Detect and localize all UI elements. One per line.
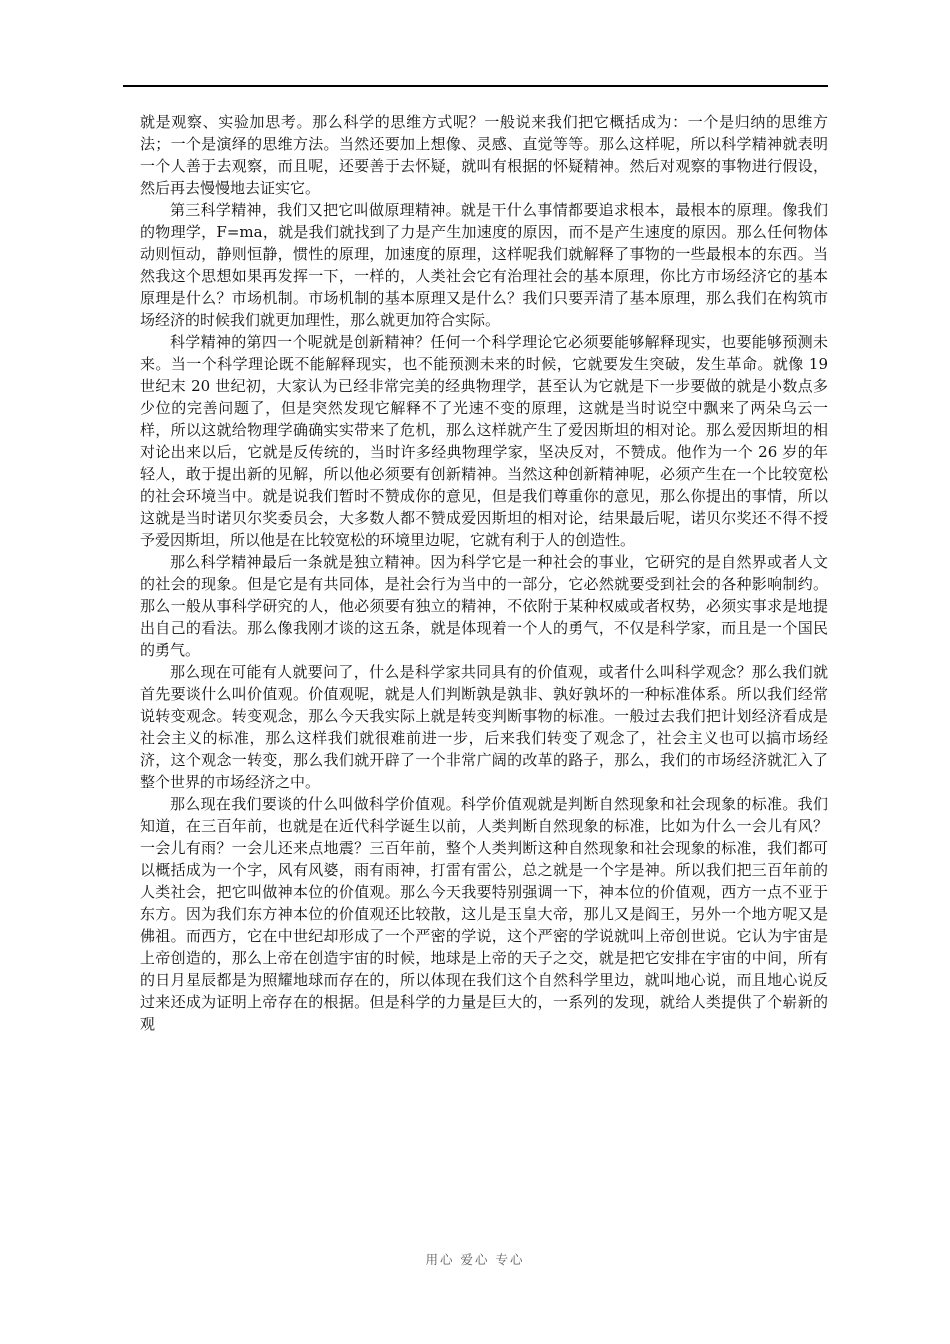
- footer-motto: 用心 爱心 专心: [425, 1252, 525, 1267]
- document-body: [140, 111, 828, 1035]
- header-rule: [123, 85, 828, 87]
- paragraph-6: 那么现在我们要谈的什么叫做科学价值观。科学价值观就是判断自然现象和社会现象的标准。我们知道，在三百年前，也就是在近代科学诞生以前，人类判断自然现象的标准，比如为什么一会儿有风？一会儿有雨？一会儿还来点地震？三百年前，整个人类判断这种自然现象和社会现象的标准，我们都可以概括成为一个字，风有风婆，雨有雨神，打雷有雷公，总之就是一个字是神。所以我们把三百年前的人类社会，把它叫做神本位的价值观。那么今天我要特别强调一下，神本位的价值观，西方一点不亚于东方。因为我们东方神本位的价值观还比较散，这儿是玉皇大帝，那儿又是阎王，另外一个地方呢又是佛祖。而西方，它在中世纪却形成了一个严密的学说，这个严密的学说就叫上帝创世说。它认为宇宙是上帝创造的，那么上帝在创造宇宙的时候，地球是上帝的天子之交，就是把它安排在宇宙的中间，所有的日月星辰都是为照耀地球而存在的，所以体现在我们这个自然科学里边，就叫地心说，而且地心说反过来还成为证明上帝存在的根据。但是科学的力量是巨大的，一系列的发现，就给人类提供了个崭新的观: [140, 795, 828, 1033]
- paragraph-1: 就是观察、实验加思考。那么科学的思维方式呢？一般说来我们把它概括成为：一个是归纳的思维方法；一个是演绎的思维方法。当然还要加上想像、灵感、直觉等等。那么这样呢，所以科学精神就表明一个人善于去观察，而且呢，还要善于去怀疑，就叫有根据的怀疑精神。然后对观察的事物进行假设，然后再去慢慢地去证实它。: [140, 113, 828, 197]
- paragraph-2: 第三科学精神，我们又把它叫做原理精神。就是干什么事情都要追求根本，最根本的原理。像我们的物理学，F=ma，就是我们就找到了力是产生加速度的原因，而不是产生速度的原因。那么任何物体动则恒动，静则恒静，惯性的原理，加速度的原理，这样呢我们就解释了事物的一些最根本的东西。当然我这个思想如果再发挥一下，一样的，人类社会它有治理社会的基本原理，你比方市场经济它的基本原理是什么？市场机制。市场机制的基本原理又是什么？我们只要弄清了基本原理，那么我们在构筑市场经济的时候我们就更加理性，那么就更加符合实际。: [140, 201, 828, 329]
- paragraph-3: 科学精神的第四一个呢就是创新精神？任何一个科学理论它必须要能够解释现实，也要能够预测未来。当一个科学理论既不能解释现实，也不能预测未来的时候，它就要发生突破，发生革命。就像 19 世纪末 20 世纪初，大家认为已经非常完美的经典物理学，甚至认为它就是下一步要做的就是小数点多少位的完善问题了，但是突然发现它解释不了光速不变的原理，这就是当时说空中飘来了两朵乌云一样，所以这就给物理学确确实实带来了危机，那么这样就产生了爱因斯坦的相对论。那么爱因斯坦的相对论出来以后，它就是反传统的，当时许多经典物理学家，坚决反对，不赞成。他作为一个 26 岁的年轻人，敢于提出新的见解，所以他必须要有创新精神。当然这种创新精神呢，必须产生在一个比较宽松的社会环境当中。就是说我们暂时不赞成你的意见，但是我们尊重你的意见，那么你提出的事情，所以这就是当时诺贝尔奖委员会，大多数人都不赞成爱因斯坦的相对论，结果最后呢，诺贝尔奖还不得不授予爱因斯坦，所以他是在比较宽松的环境里边呢，它就有利于人的创造性。: [140, 333, 828, 549]
- paragraph-4: 那么科学精神最后一条就是独立精神。因为科学它是一种社会的事业，它研究的是自然界或者人文的社会的现象。但是它是有共同体，是社会行为当中的一部分，它必然就要受到社会的各种影响制约。那么一般从事科学研究的人，他必须要有独立的精神，不依附于某种权威或者权势，必须实事求是地提出自己的看法。那么像我刚才谈的这五条，就是体现着一个人的勇气，不仅是科学家，而且是一个国民的勇气。: [140, 553, 828, 659]
- paragraph-5: 那么现在可能有人就要问了，什么是科学家共同具有的价值观，或者什么叫科学观念？那么我们就首先要谈什么叫价值观。价值观呢，就是人们判断孰是孰非、孰好孰坏的一种标准体系。所以我们经常说转变观念。转变观念，那么今天我实际上就是转变判断事物的标准。一般过去我们把计划经济看成是社会主义的标准，那么这样我们就很难前进一步，后来我们转变了观念了，社会主义也可以搞市场经济，这个观念一转变，那么我们就开辟了一个非常广阔的改革的路子，那么，我们的市场经济就汇入了整个世界的市场经济之中。: [140, 663, 828, 791]
